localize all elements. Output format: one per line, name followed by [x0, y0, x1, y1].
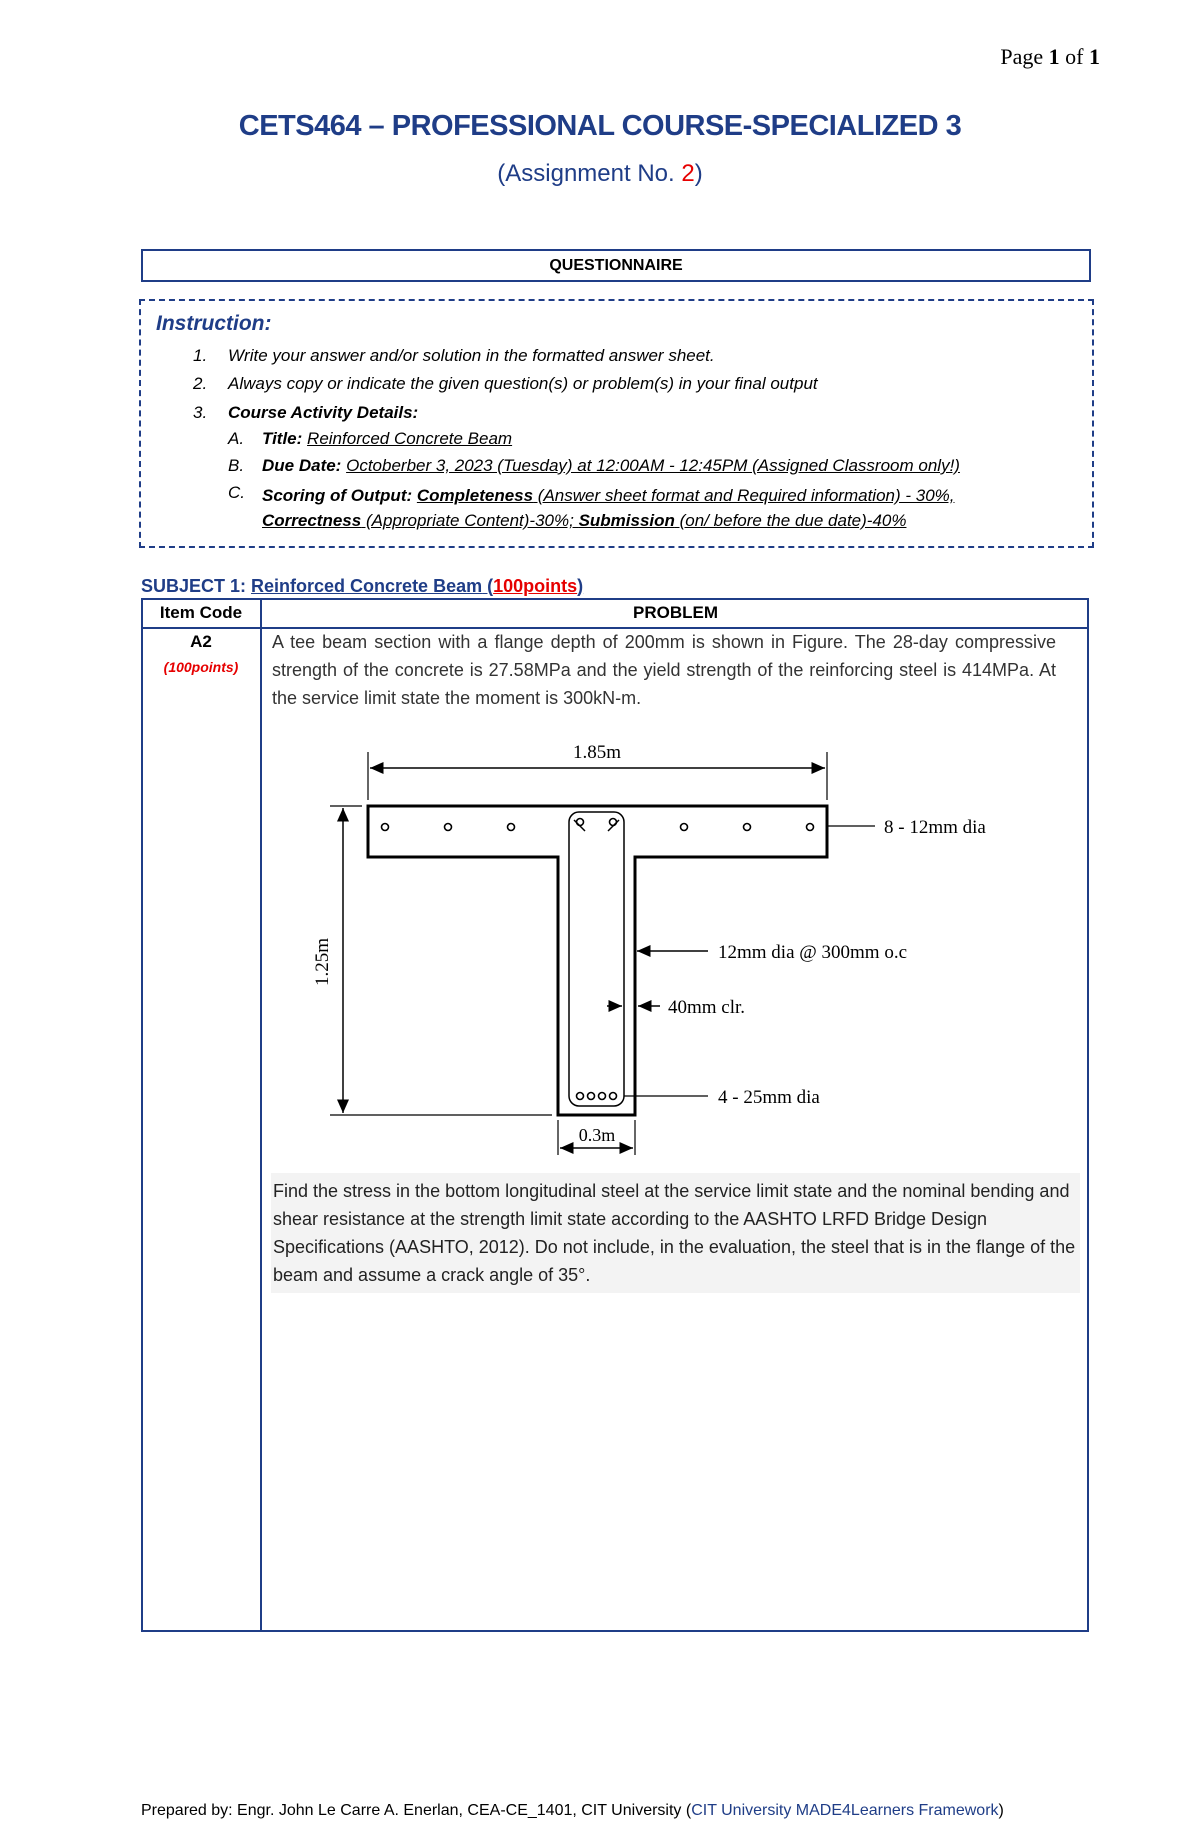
detail-letter-b: B.: [228, 456, 245, 475]
footer-prefix: Prepared by: Engr. John Le Carre A. Enerlan, CEA-CE_1401, CIT University (: [141, 1802, 692, 1819]
detail-due-value: Octoberber 3, 2023 (Tuesday) at 12:00AM - 12:45PM (Assigned Classroom only!): [346, 456, 960, 475]
footer: [141, 1802, 1004, 1820]
problem-statement: A tee beam section with a flange depth of 200mm is shown in Figure. The 28-day compressive strength of the concrete is 27.58MPa and the yield strength of the reinforcing steel is 414MPa. At the service limit state the moment is 300kN-m.: [272, 632, 1056, 708]
col-item-code: Item Code: [159, 603, 243, 622]
bottom-bar: [599, 1093, 606, 1100]
subject-name: Reinforced Concrete Beam: [251, 576, 483, 596]
detail-title-label: Title:: [262, 429, 303, 448]
footer-suffix: ): [998, 1802, 1004, 1819]
subtitle-suffix: ): [694, 160, 703, 187]
detail-title: [262, 429, 512, 449]
assignment-number: 2: [681, 160, 695, 187]
flange-bar: [744, 824, 751, 831]
score-completeness: Completeness: [416, 486, 534, 505]
questionnaire-header: QUESTIONNAIRE: [141, 249, 1091, 282]
subject-open: (: [482, 576, 494, 596]
page-of: of: [1059, 44, 1089, 69]
item-points: (100points): [163, 659, 239, 675]
detail-scoring-label: Scoring of Output:: [262, 486, 413, 505]
detail-letter-a: A.: [228, 429, 245, 448]
subject-prefix: SUBJECT 1:: [141, 576, 252, 596]
score-correctness-desc: (Appropriate Content)-30%;: [361, 511, 579, 530]
instruction-num-1: 1.: [193, 346, 208, 365]
subject-close: ): [577, 576, 584, 596]
assignment-subtitle: [0, 160, 1200, 188]
height-label: 1.25m: [312, 937, 333, 987]
item-code: A2: [190, 632, 212, 651]
footer-framework: CIT University MADE4Learners Framework: [691, 1802, 999, 1819]
bottom-bar: [577, 1093, 584, 1100]
instruction-heading: Instruction:: [156, 312, 272, 335]
clear-cover-label: 40mm clr.: [668, 997, 746, 1018]
instruction-item-3: Course Activity Details:: [228, 403, 419, 422]
flange-bar: [610, 819, 617, 826]
score-correctness: Correctness: [262, 511, 362, 530]
bottom-bar: [610, 1093, 617, 1100]
stirrup-shape: [569, 812, 624, 1106]
score-completeness-desc: (Answer sheet format and Required information) - 30%,: [533, 486, 955, 505]
flange-bar: [508, 824, 515, 831]
bottom-bar: [588, 1093, 595, 1100]
find-statement: Find the stress in the bottom longitudinal steel at the service limit state and the nominal bending and shear resistance at the strength limit state according to the AASHTO LRFD Bridge Design Specifications (AASHTO, 2012). Do not include, in the evaluation, the steel that is in the flange of the beam and assume a crack angle of 35°.: [271, 1173, 1080, 1293]
bottom-steel-label: 4 - 25mm dia: [718, 1087, 820, 1108]
web-label: 0.3m: [578, 1125, 616, 1145]
document-title: CETS464 – PROFESSIONAL COURSE-SPECIALIZED 3: [238, 110, 962, 142]
subject-points: 100points: [493, 576, 578, 596]
page-total: 1: [1089, 44, 1100, 69]
instruction-item-1: Write your answer and/or solution in the formatted answer sheet.: [228, 346, 715, 365]
stirrup-label: 12mm dia @ 300mm o.c: [718, 942, 908, 963]
score-submission-desc: (on/ before the due date)-40%: [674, 511, 907, 530]
detail-scoring: [262, 483, 1062, 533]
instruction-item-2: Always copy or indicate the given question(s) or problem(s) in your final output: [228, 374, 818, 393]
table-column-divider: [260, 598, 262, 1632]
detail-letter-c: C.: [228, 483, 245, 502]
flange-bar: [681, 824, 688, 831]
score-submission: Submission: [578, 511, 675, 530]
bottom-bars: [577, 1093, 617, 1100]
flange-bar: [382, 824, 389, 831]
page-number: [1000, 44, 1100, 70]
instruction-num-3: 3.: [193, 403, 208, 422]
flange-bar: [807, 824, 814, 831]
subtitle-prefix: (Assignment No.: [497, 160, 682, 187]
subject-heading: [141, 576, 583, 597]
detail-due-date: [262, 456, 960, 476]
flange-bars: [382, 819, 814, 831]
flange-bar: [445, 824, 452, 831]
tee-beam-figure: [300, 730, 1060, 1160]
col-problem: PROBLEM: [633, 603, 718, 622]
detail-title-value: Reinforced Concrete Beam: [307, 429, 513, 448]
width-label: 1.85m: [572, 742, 622, 763]
flange-bar: [577, 819, 584, 826]
page-label: Page: [1000, 44, 1049, 69]
instruction-num-2: 2.: [193, 374, 208, 393]
detail-due-label: Due Date:: [262, 456, 342, 475]
page-current: 1: [1048, 44, 1060, 69]
flange-steel-label: 8 - 12mm dia: [884, 817, 986, 838]
